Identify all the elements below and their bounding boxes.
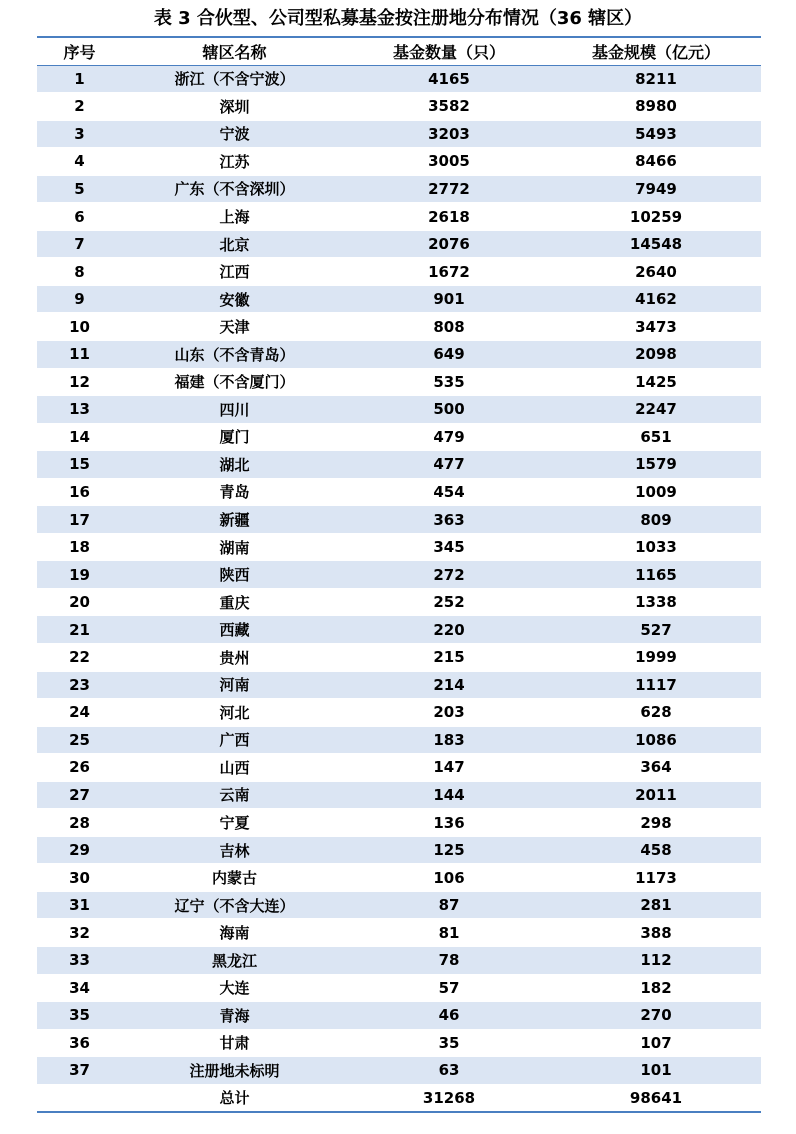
row-region-name: 重庆 — [122, 588, 347, 616]
row-region-name: 注册地未标明 — [122, 1057, 347, 1085]
row-index: 20 — [37, 588, 122, 616]
row-index: 25 — [37, 726, 122, 754]
row-fund-scale: 112 — [551, 947, 761, 975]
row-index: 34 — [37, 974, 122, 1002]
row-region-name: 河南 — [122, 671, 347, 699]
row-index: 23 — [37, 671, 122, 699]
row-index: 24 — [37, 699, 122, 727]
table-row — [37, 561, 761, 589]
total-label: 总计 — [122, 1084, 347, 1112]
row-fund-count: 3203 — [347, 120, 551, 148]
row-index: 32 — [37, 919, 122, 947]
row-fund-scale: 628 — [551, 699, 761, 727]
row-region-name: 江苏 — [122, 148, 347, 176]
row-region-name: 广东（不含深圳） — [122, 175, 347, 203]
table-row — [37, 423, 761, 451]
row-index: 37 — [37, 1057, 122, 1085]
row-region-name: 福建（不含厦门） — [122, 368, 347, 396]
row-fund-scale: 1117 — [551, 671, 761, 699]
row-fund-count: 272 — [347, 561, 551, 589]
table-row — [37, 1002, 761, 1030]
header-region-name: 辖区名称 — [122, 37, 347, 65]
row-fund-count: 479 — [347, 423, 551, 451]
row-fund-count: 57 — [347, 974, 551, 1002]
table-row — [37, 340, 761, 368]
table-row — [37, 478, 761, 506]
row-region-name: 黑龙江 — [122, 947, 347, 975]
row-fund-scale: 1165 — [551, 561, 761, 589]
row-fund-count: 2076 — [347, 230, 551, 258]
row-index: 4 — [37, 148, 122, 176]
table-row — [37, 148, 761, 176]
table-row — [37, 974, 761, 1002]
row-fund-scale: 809 — [551, 506, 761, 534]
row-index: 16 — [37, 478, 122, 506]
row-region-name: 四川 — [122, 396, 347, 424]
row-index: 14 — [37, 423, 122, 451]
row-fund-count: 215 — [347, 643, 551, 671]
row-region-name: 湖南 — [122, 533, 347, 561]
row-fund-count: 214 — [347, 671, 551, 699]
row-index: 7 — [37, 230, 122, 258]
table-row — [37, 451, 761, 479]
row-fund-scale: 298 — [551, 809, 761, 837]
row-fund-scale: 1579 — [551, 451, 761, 479]
table-row — [37, 781, 761, 809]
row-region-name: 宁夏 — [122, 809, 347, 837]
row-fund-scale: 2640 — [551, 258, 761, 286]
row-fund-scale: 2098 — [551, 340, 761, 368]
row-index: 13 — [37, 396, 122, 424]
table-row — [37, 1057, 761, 1085]
fund-distribution-table-container — [37, 36, 761, 1113]
row-fund-count: 901 — [347, 285, 551, 313]
total-fund-count: 31268 — [347, 1084, 551, 1112]
row-index: 30 — [37, 864, 122, 892]
table-row — [37, 671, 761, 699]
row-index: 12 — [37, 368, 122, 396]
row-region-name: 深圳 — [122, 93, 347, 121]
row-index: 18 — [37, 533, 122, 561]
row-fund-count: 144 — [347, 781, 551, 809]
row-region-name: 辽宁（不含大连） — [122, 891, 347, 919]
table-header — [37, 37, 761, 65]
table-row — [37, 616, 761, 644]
table-row — [37, 891, 761, 919]
table-body — [37, 65, 761, 1112]
table-row — [37, 175, 761, 203]
row-fund-scale: 1999 — [551, 643, 761, 671]
table-row — [37, 699, 761, 727]
row-region-name: 新疆 — [122, 506, 347, 534]
row-fund-scale: 10259 — [551, 203, 761, 231]
row-fund-scale: 458 — [551, 836, 761, 864]
row-fund-scale: 388 — [551, 919, 761, 947]
row-index: 19 — [37, 561, 122, 589]
table-row — [37, 313, 761, 341]
row-region-name: 甘肃 — [122, 1029, 347, 1057]
row-fund-scale: 8980 — [551, 93, 761, 121]
row-region-name: 云南 — [122, 781, 347, 809]
row-region-name: 北京 — [122, 230, 347, 258]
row-fund-count: 87 — [347, 891, 551, 919]
row-fund-count: 3005 — [347, 148, 551, 176]
row-region-name: 湖北 — [122, 451, 347, 479]
row-fund-scale: 651 — [551, 423, 761, 451]
table-row — [37, 864, 761, 892]
row-fund-scale: 107 — [551, 1029, 761, 1057]
table-title: 表 3 合伙型、公司型私募基金按注册地分布情况（36 辖区） — [153, 8, 643, 29]
row-index: 35 — [37, 1002, 122, 1030]
row-fund-scale: 8466 — [551, 148, 761, 176]
row-index: 31 — [37, 891, 122, 919]
row-fund-count: 454 — [347, 478, 551, 506]
table-row — [37, 643, 761, 671]
row-region-name: 内蒙古 — [122, 864, 347, 892]
row-index: 29 — [37, 836, 122, 864]
row-region-name: 山东（不含青岛） — [122, 340, 347, 368]
row-fund-count: 81 — [347, 919, 551, 947]
table-row — [37, 93, 761, 121]
row-fund-scale: 101 — [551, 1057, 761, 1085]
row-fund-count: 2618 — [347, 203, 551, 231]
row-region-name: 上海 — [122, 203, 347, 231]
row-fund-scale: 1338 — [551, 588, 761, 616]
header-index: 序号 — [37, 37, 122, 65]
header-fund-count: 基金数量（只） — [347, 37, 551, 65]
row-region-name: 大连 — [122, 974, 347, 1002]
row-fund-count: 4165 — [347, 65, 551, 93]
row-fund-scale: 4162 — [551, 285, 761, 313]
table-row — [37, 588, 761, 616]
row-index: 10 — [37, 313, 122, 341]
row-index: 15 — [37, 451, 122, 479]
row-index: 21 — [37, 616, 122, 644]
row-index: 11 — [37, 340, 122, 368]
table-row — [37, 754, 761, 782]
row-region-name: 广西 — [122, 726, 347, 754]
row-fund-scale: 364 — [551, 754, 761, 782]
row-fund-scale: 527 — [551, 616, 761, 644]
row-fund-count: 2772 — [347, 175, 551, 203]
table-row — [37, 726, 761, 754]
table-row — [37, 203, 761, 231]
row-region-name: 宁波 — [122, 120, 347, 148]
row-fund-count: 106 — [347, 864, 551, 892]
row-index: 3 — [37, 120, 122, 148]
row-fund-count: 649 — [347, 340, 551, 368]
row-fund-scale: 2247 — [551, 396, 761, 424]
total-fund-scale: 98641 — [551, 1084, 761, 1112]
row-fund-count: 477 — [347, 451, 551, 479]
row-fund-scale: 281 — [551, 891, 761, 919]
header-row — [37, 37, 761, 65]
row-region-name: 陕西 — [122, 561, 347, 589]
row-fund-scale: 1173 — [551, 864, 761, 892]
row-fund-count: 3582 — [347, 93, 551, 121]
row-fund-count: 125 — [347, 836, 551, 864]
table-row — [37, 396, 761, 424]
row-fund-scale: 182 — [551, 974, 761, 1002]
row-fund-count: 136 — [347, 809, 551, 837]
total-index — [37, 1084, 122, 1112]
table-row — [37, 919, 761, 947]
table-row — [37, 285, 761, 313]
table-row — [37, 809, 761, 837]
row-fund-count: 147 — [347, 754, 551, 782]
row-index: 17 — [37, 506, 122, 534]
header-fund-scale: 基金规模（亿元） — [551, 37, 761, 65]
row-region-name: 厦门 — [122, 423, 347, 451]
row-region-name: 青岛 — [122, 478, 347, 506]
row-region-name: 青海 — [122, 1002, 347, 1030]
row-index: 26 — [37, 754, 122, 782]
row-fund-count: 203 — [347, 699, 551, 727]
table-row — [37, 1029, 761, 1057]
row-fund-count: 1672 — [347, 258, 551, 286]
fund-distribution-table — [37, 36, 761, 1113]
row-index: 1 — [37, 65, 122, 93]
table-row — [37, 506, 761, 534]
table-row — [37, 65, 761, 93]
row-index: 2 — [37, 93, 122, 121]
row-fund-count: 500 — [347, 396, 551, 424]
row-fund-scale: 3473 — [551, 313, 761, 341]
row-fund-count: 535 — [347, 368, 551, 396]
row-fund-scale: 14548 — [551, 230, 761, 258]
row-index: 5 — [37, 175, 122, 203]
row-region-name: 海南 — [122, 919, 347, 947]
row-index: 36 — [37, 1029, 122, 1057]
row-region-name: 河北 — [122, 699, 347, 727]
row-index: 33 — [37, 947, 122, 975]
row-fund-scale: 1009 — [551, 478, 761, 506]
row-fund-count: 345 — [347, 533, 551, 561]
row-fund-count: 35 — [347, 1029, 551, 1057]
row-fund-scale: 270 — [551, 1002, 761, 1030]
row-fund-scale: 1425 — [551, 368, 761, 396]
row-fund-count: 808 — [347, 313, 551, 341]
row-region-name: 吉林 — [122, 836, 347, 864]
row-region-name: 山西 — [122, 754, 347, 782]
row-region-name: 贵州 — [122, 643, 347, 671]
row-fund-count: 78 — [347, 947, 551, 975]
table-row — [37, 230, 761, 258]
table-row — [37, 120, 761, 148]
row-region-name: 浙江（不含宁波） — [122, 65, 347, 93]
row-fund-scale: 1086 — [551, 726, 761, 754]
row-index: 27 — [37, 781, 122, 809]
row-region-name: 江西 — [122, 258, 347, 286]
row-index: 6 — [37, 203, 122, 231]
row-index: 28 — [37, 809, 122, 837]
table-row — [37, 258, 761, 286]
row-index: 22 — [37, 643, 122, 671]
row-index: 9 — [37, 285, 122, 313]
row-fund-count: 183 — [347, 726, 551, 754]
table-row — [37, 836, 761, 864]
row-region-name: 天津 — [122, 313, 347, 341]
row-fund-scale: 5493 — [551, 120, 761, 148]
row-fund-count: 363 — [347, 506, 551, 534]
row-fund-scale: 7949 — [551, 175, 761, 203]
table-row — [37, 533, 761, 561]
total-row — [37, 1084, 761, 1112]
table-row — [37, 947, 761, 975]
table-row — [37, 368, 761, 396]
row-fund-count: 46 — [347, 1002, 551, 1030]
row-region-name: 西藏 — [122, 616, 347, 644]
row-fund-count: 252 — [347, 588, 551, 616]
row-fund-scale: 1033 — [551, 533, 761, 561]
row-fund-count: 220 — [347, 616, 551, 644]
row-fund-count: 63 — [347, 1057, 551, 1085]
row-region-name: 安徽 — [122, 285, 347, 313]
row-fund-scale: 2011 — [551, 781, 761, 809]
row-index: 8 — [37, 258, 122, 286]
row-fund-scale: 8211 — [551, 65, 761, 93]
